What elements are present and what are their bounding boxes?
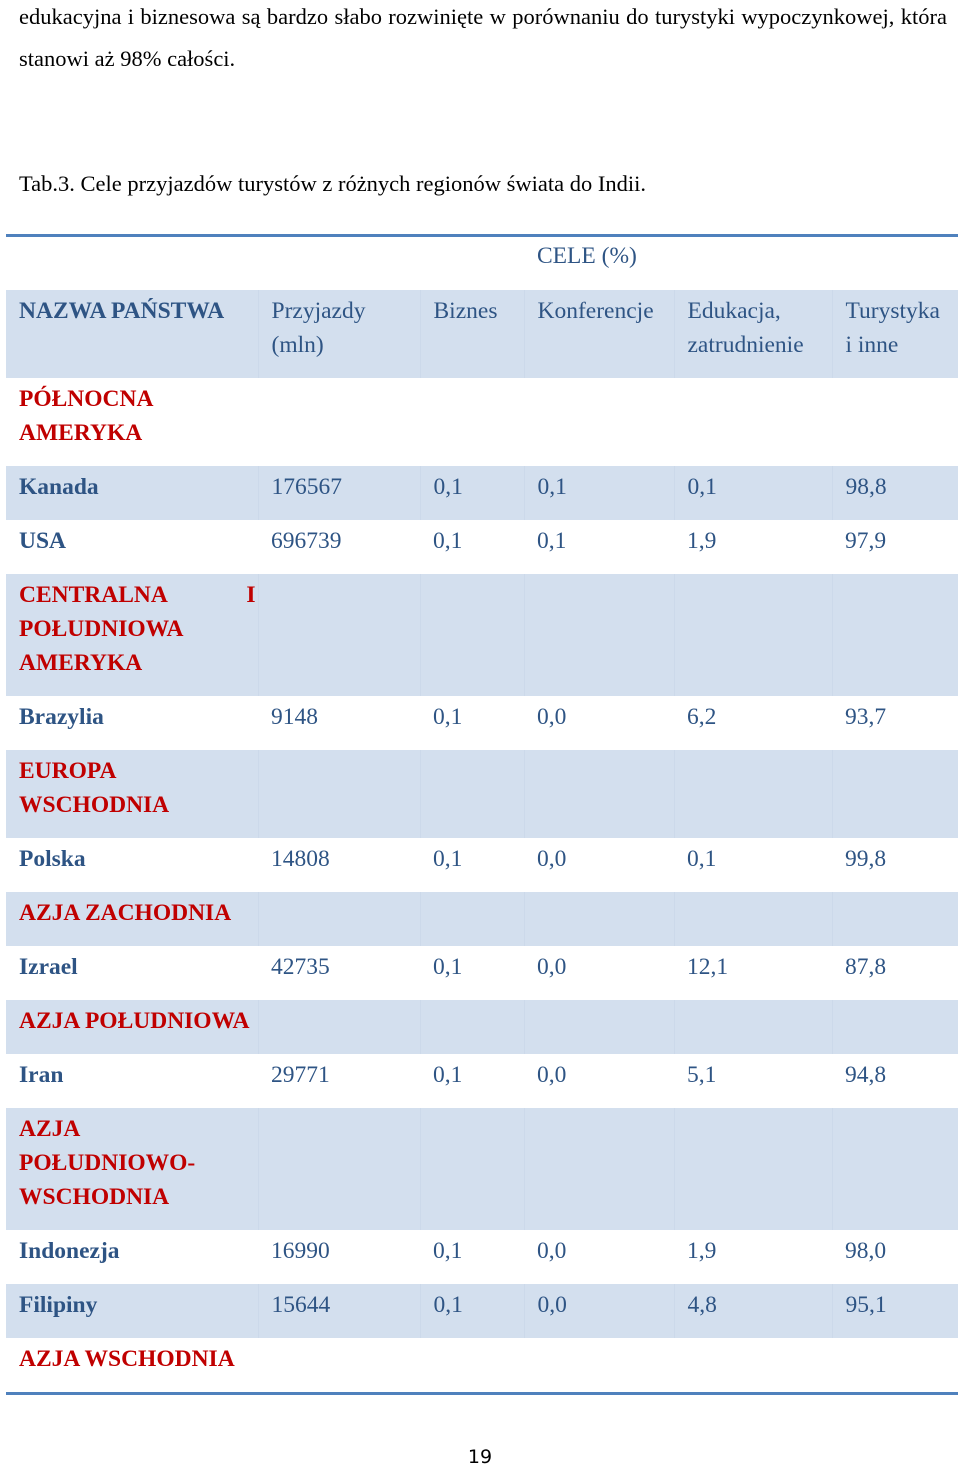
region-name: CENTRALNA I POŁUDNIOWA AMERYKA bbox=[6, 574, 258, 696]
region-name: AZJA WSCHODNIA bbox=[19, 1346, 235, 1372]
value-cell bbox=[258, 892, 420, 946]
value-cell: 0,1 bbox=[433, 528, 463, 554]
value-cell bbox=[674, 574, 832, 696]
value-cell: 176567 bbox=[258, 466, 420, 520]
table-row bbox=[6, 838, 958, 892]
column-header: Edukacja, zatrudnienie bbox=[674, 290, 832, 378]
value-cell: 0,1 bbox=[524, 466, 674, 520]
value-cell: 98,0 bbox=[845, 1238, 887, 1264]
value-cell bbox=[524, 574, 674, 696]
region-name: PÓŁNOCNA AMERYKA bbox=[19, 386, 154, 446]
value-cell bbox=[524, 750, 674, 838]
value-cell: 15644 bbox=[258, 1284, 420, 1338]
table-row bbox=[6, 1284, 958, 1338]
region-row bbox=[6, 892, 958, 946]
value-cell: 93,7 bbox=[845, 704, 887, 730]
page-number: 19 bbox=[467, 1446, 493, 1468]
value-cell bbox=[674, 892, 832, 946]
value-cell bbox=[832, 378, 958, 466]
value-cell: 0,1 bbox=[687, 846, 717, 872]
value-cell: 0,1 bbox=[433, 954, 463, 980]
region-row bbox=[6, 750, 958, 838]
value-cell bbox=[674, 1000, 832, 1054]
value-cell: 87,8 bbox=[845, 954, 887, 980]
value-cell bbox=[832, 1338, 958, 1394]
value-cell bbox=[524, 1108, 674, 1230]
value-cell: 6,2 bbox=[687, 704, 717, 730]
value-cell: 16990 bbox=[271, 1238, 330, 1264]
region-name: AZJA POŁUDNIOWA bbox=[6, 1000, 258, 1054]
value-cell: 0,1 bbox=[433, 704, 463, 730]
value-cell: 14808 bbox=[271, 846, 330, 872]
region-row bbox=[6, 1338, 958, 1394]
country-name: Filipiny bbox=[6, 1284, 258, 1338]
value-cell bbox=[674, 1108, 832, 1230]
value-cell: 0,1 bbox=[420, 1284, 524, 1338]
value-cell bbox=[832, 574, 958, 696]
value-cell bbox=[420, 1000, 524, 1054]
column-header-row bbox=[6, 290, 958, 378]
value-cell bbox=[258, 750, 420, 838]
value-cell bbox=[258, 1338, 420, 1394]
country-name: Kanada bbox=[6, 466, 258, 520]
value-cell bbox=[420, 378, 524, 466]
value-cell: 99,8 bbox=[845, 846, 887, 872]
country-name: USA bbox=[19, 528, 67, 554]
table-row bbox=[6, 520, 958, 574]
value-cell: 0,0 bbox=[537, 1238, 567, 1264]
purposes-table bbox=[6, 234, 958, 1395]
value-cell: 5,1 bbox=[687, 1062, 717, 1088]
value-cell bbox=[420, 1108, 524, 1230]
value-cell: 29771 bbox=[271, 1062, 330, 1088]
value-cell bbox=[832, 750, 958, 838]
group-header-row bbox=[6, 236, 958, 291]
column-header: Turystyka i inne bbox=[832, 290, 958, 378]
value-cell bbox=[674, 750, 832, 838]
table-row bbox=[6, 1230, 958, 1284]
country-name: Polska bbox=[19, 846, 86, 872]
value-cell: 696739 bbox=[271, 528, 342, 554]
value-cell: 94,8 bbox=[845, 1062, 887, 1088]
value-cell: 4,8 bbox=[674, 1284, 832, 1338]
country-name: Indonezja bbox=[19, 1238, 120, 1264]
region-name: AZJA POŁUDNIOWO-WSCHODNIA bbox=[6, 1108, 258, 1230]
value-cell bbox=[524, 1338, 674, 1394]
group-header-cele: CELE (%) bbox=[537, 243, 637, 269]
table-row bbox=[6, 466, 958, 520]
country-name: Brazylia bbox=[19, 704, 104, 730]
value-cell: 0,1 bbox=[537, 528, 567, 554]
value-cell: 0,1 bbox=[433, 1238, 463, 1264]
value-cell bbox=[524, 1000, 674, 1054]
value-cell bbox=[420, 1338, 524, 1394]
region-row bbox=[6, 1108, 958, 1230]
value-cell: 9148 bbox=[271, 704, 318, 730]
value-cell: 0,0 bbox=[537, 954, 567, 980]
region-row bbox=[6, 574, 958, 696]
country-name: Izrael bbox=[19, 954, 78, 980]
value-cell: 0,1 bbox=[433, 1062, 463, 1088]
value-cell: 1,9 bbox=[687, 528, 717, 554]
value-cell: 1,9 bbox=[687, 1238, 717, 1264]
value-cell: 0,0 bbox=[537, 1062, 567, 1088]
value-cell bbox=[674, 1338, 832, 1394]
table-row bbox=[6, 946, 958, 1000]
table-row bbox=[6, 696, 958, 750]
value-cell: 42735 bbox=[271, 954, 330, 980]
value-cell bbox=[258, 574, 420, 696]
value-cell bbox=[258, 1000, 420, 1054]
value-cell bbox=[420, 574, 524, 696]
column-header: Biznes bbox=[420, 290, 524, 378]
column-header: Konferencje bbox=[524, 290, 674, 378]
region-row bbox=[6, 378, 958, 466]
region-name: AZJA ZACHODNIA bbox=[6, 892, 258, 946]
body-paragraph: edukacyjna i biznesowa są bardzo słabo rozwinięte w porównaniu do turystyki wypoczynkowej, która stanowi aż 98% całości. bbox=[19, 4, 947, 71]
value-cell: 97,9 bbox=[845, 528, 887, 554]
table-row bbox=[6, 1054, 958, 1108]
country-name: Iran bbox=[19, 1062, 64, 1088]
value-cell: 0,1 bbox=[420, 466, 524, 520]
region-row bbox=[6, 1000, 958, 1054]
column-header: Przyjazdy (mln) bbox=[258, 290, 420, 378]
value-cell: 0,0 bbox=[537, 704, 567, 730]
value-cell: 12,1 bbox=[687, 954, 729, 980]
region-name: EUROPA WSCHODNIA bbox=[6, 750, 258, 838]
value-cell: 0,0 bbox=[537, 846, 567, 872]
value-cell: 0,1 bbox=[674, 466, 832, 520]
value-cell bbox=[258, 1108, 420, 1230]
value-cell bbox=[420, 750, 524, 838]
value-cell: 0,1 bbox=[433, 846, 463, 872]
value-cell bbox=[420, 892, 524, 946]
value-cell: 95,1 bbox=[832, 1284, 958, 1338]
value-cell bbox=[524, 892, 674, 946]
value-cell bbox=[832, 892, 958, 946]
value-cell bbox=[524, 378, 674, 466]
value-cell: 98,8 bbox=[832, 466, 958, 520]
value-cell bbox=[832, 1000, 958, 1054]
column-header: NAZWA PAŃSTWA bbox=[6, 290, 258, 378]
value-cell: 0,0 bbox=[524, 1284, 674, 1338]
table-caption: Tab.3. Cele przyjazdów turystów z różnych regionów świata do Indii. bbox=[19, 171, 647, 196]
value-cell bbox=[674, 378, 832, 466]
value-cell bbox=[258, 378, 420, 466]
value-cell bbox=[832, 1108, 958, 1230]
